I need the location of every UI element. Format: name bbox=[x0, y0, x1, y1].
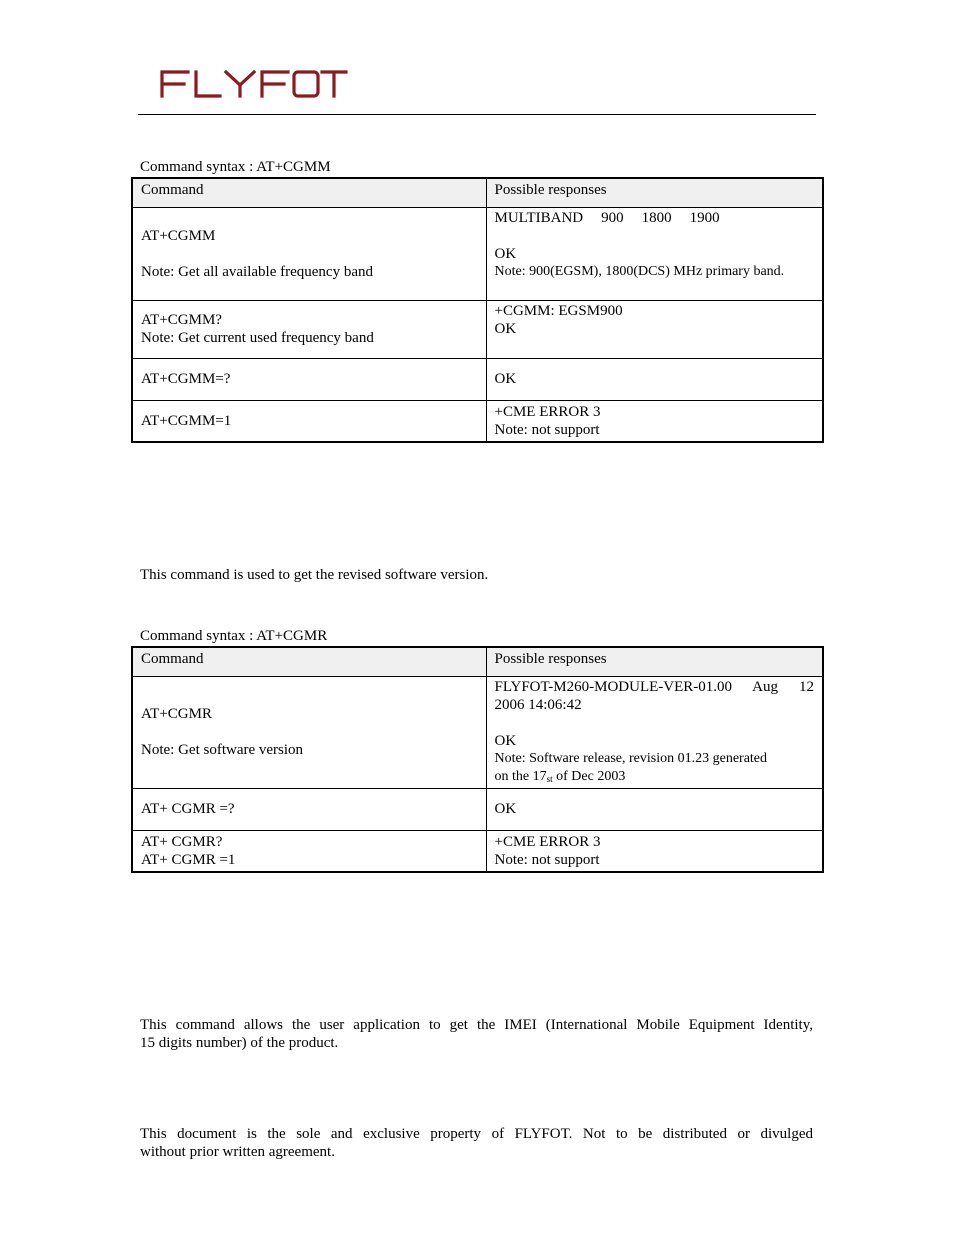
cgmr-description: This command is used to get the revised software version. bbox=[140, 567, 489, 583]
cgmm-command-table bbox=[131, 177, 824, 443]
command-cell bbox=[132, 207, 486, 300]
command-cell bbox=[132, 358, 486, 400]
column-header-responses: Possible responses bbox=[486, 647, 823, 676]
imei-description bbox=[140, 1016, 813, 1052]
response-line: OK bbox=[494, 371, 517, 387]
command-text: AT+ CGMR? bbox=[141, 833, 223, 850]
response-ok: OK bbox=[494, 245, 517, 262]
imei-description-line2: 15 digits number) of the product. bbox=[140, 1035, 339, 1051]
table-row bbox=[132, 207, 823, 300]
command-text: AT+CGMM bbox=[141, 227, 216, 244]
command-cell bbox=[132, 400, 486, 442]
response-band-1800: 1800 bbox=[641, 209, 672, 226]
response-multiband: MULTIBAND bbox=[494, 209, 584, 226]
imei-description-line1: This command allows the user application to get the IMEI (International Mobile Equipment Identity, bbox=[140, 1017, 813, 1033]
column-header-command: Command bbox=[132, 178, 486, 207]
response-line: Note: not support bbox=[494, 421, 600, 438]
command-text: AT+CGMM? bbox=[141, 312, 222, 328]
command-text: AT+ CGMR =1 bbox=[141, 851, 236, 868]
flyfot-logo-graphic bbox=[158, 66, 348, 100]
table-header-row bbox=[132, 178, 823, 207]
footer-notice-line1: This document is the sole and exclusive property of FLYFOT. Not to be distributed or divulged bbox=[140, 1126, 813, 1142]
command-text: AT+CGMM=? bbox=[141, 371, 231, 387]
response-cell bbox=[486, 788, 823, 830]
flyfot-logo bbox=[158, 66, 348, 100]
footer-notice bbox=[140, 1125, 813, 1161]
response-cell bbox=[486, 400, 823, 442]
response-line: Note: not support bbox=[494, 851, 600, 868]
response-cell bbox=[486, 830, 823, 872]
cgmr-syntax-caption: Command syntax : AT+CGMR bbox=[140, 628, 328, 644]
command-cell bbox=[132, 300, 486, 358]
response-version-line: FLYFOT-M260-MODULE-VER-01.00 Aug 12 bbox=[494, 678, 814, 695]
response-band-1900: 1900 bbox=[689, 209, 720, 226]
command-note: Note: Get software version bbox=[141, 742, 304, 758]
column-header-command: Command bbox=[132, 647, 486, 676]
command-note: Note: Get all available frequency band bbox=[141, 263, 373, 280]
response-line: +CME ERROR 3 bbox=[494, 403, 601, 420]
table-row bbox=[132, 830, 823, 872]
response-cell bbox=[486, 358, 823, 400]
response-cell bbox=[486, 676, 823, 788]
response-version-date: 2006 14:06:42 bbox=[494, 696, 582, 713]
response-line: +CGMM: EGSM900 bbox=[494, 302, 623, 319]
response-band-900: 900 bbox=[601, 209, 624, 226]
response-cell bbox=[486, 300, 823, 358]
response-note-date-suffix: of Dec 2003 bbox=[552, 768, 626, 784]
response-note-date bbox=[495, 768, 815, 786]
footer-notice-line2: without prior written agreement. bbox=[140, 1144, 335, 1160]
cgmm-syntax-caption: Command syntax : AT+CGMM bbox=[140, 159, 331, 175]
table-row bbox=[132, 358, 823, 400]
response-ok: OK bbox=[494, 732, 517, 749]
response-note-ordinal: st bbox=[546, 773, 553, 784]
column-header-responses: Possible responses bbox=[486, 178, 823, 207]
table-row bbox=[132, 300, 823, 358]
table-row bbox=[132, 676, 823, 788]
table-header-row bbox=[132, 647, 823, 676]
response-note: Note: Software release, revision 01.23 generated bbox=[494, 750, 768, 766]
response-line: OK bbox=[494, 320, 517, 337]
header-divider bbox=[138, 114, 816, 115]
response-note: Note: 900(EGSM), 1800(DCS) MHz primary band. bbox=[494, 263, 785, 279]
command-text: AT+CGMM=1 bbox=[141, 412, 232, 429]
command-text: AT+ CGMR =? bbox=[141, 801, 235, 817]
command-text: AT+CGMR bbox=[141, 706, 212, 722]
command-note: Note: Get current used frequency band bbox=[141, 330, 374, 346]
response-multiband-line bbox=[495, 209, 815, 227]
response-cell bbox=[486, 207, 823, 300]
cgmr-command-table bbox=[131, 646, 824, 873]
command-cell bbox=[132, 788, 486, 830]
response-line: OK bbox=[494, 801, 517, 817]
command-cell bbox=[132, 830, 486, 872]
command-cell bbox=[132, 676, 486, 788]
table-row bbox=[132, 788, 823, 830]
table-row bbox=[132, 400, 823, 442]
response-line: +CME ERROR 3 bbox=[494, 833, 601, 850]
response-note-date-prefix: on the 17 bbox=[494, 768, 547, 784]
